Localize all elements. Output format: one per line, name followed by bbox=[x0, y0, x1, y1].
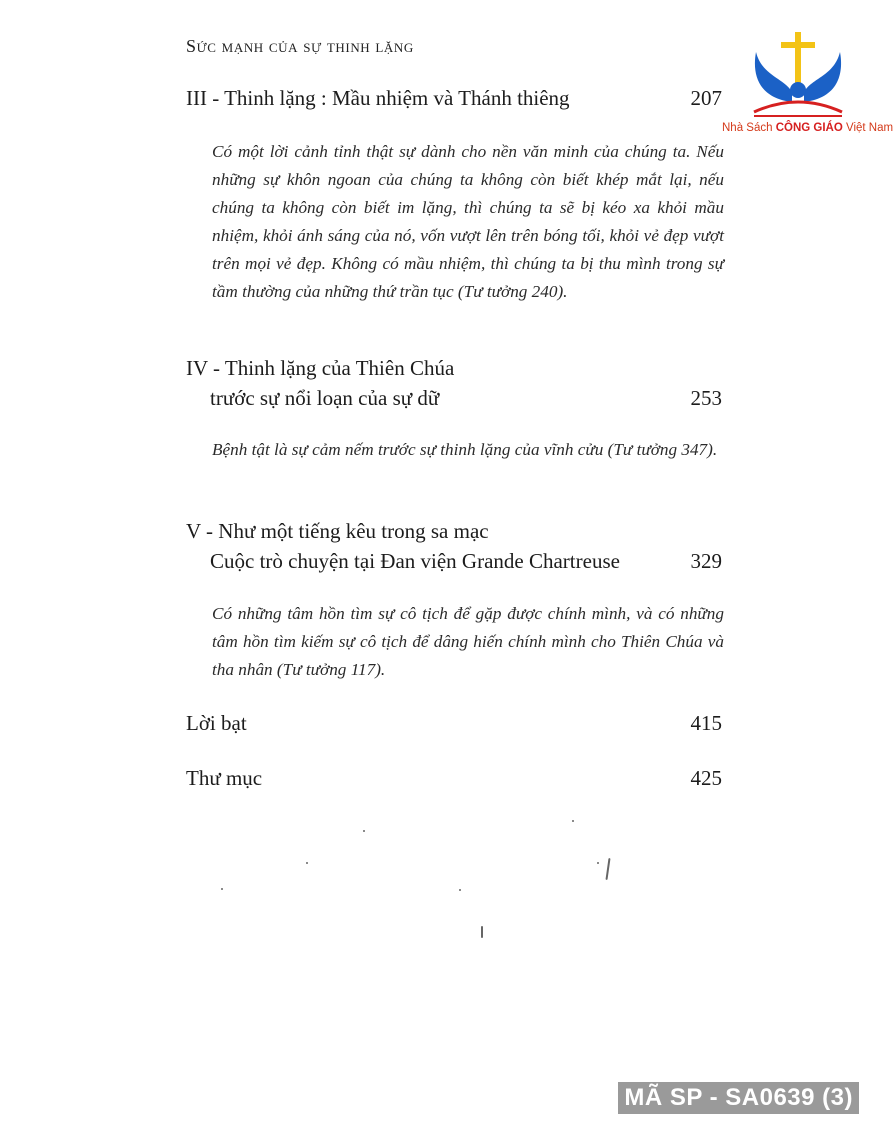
toc-line bbox=[186, 516, 722, 546]
toc-title: V - Như một tiếng kêu trong sa mạc bbox=[186, 519, 489, 543]
scan-speck bbox=[597, 862, 599, 864]
toc-page-number: 425 bbox=[690, 766, 722, 790]
scan-speck bbox=[572, 820, 574, 822]
toc-page-number: 329 bbox=[690, 549, 722, 573]
toc-entry-bibliography bbox=[186, 763, 722, 793]
toc-line bbox=[186, 383, 722, 413]
epigraph-quote: Có một lời cảnh tỉnh thật sự dành cho nền văn minh của chúng ta. Nếu những sự khôn ngoan của chúng ta không còn biết khép mắt lại, nếu chúng ta không còn biết im lặng, thì chúng ta sẽ bị kéo xa khỏi mầu nhiệm, khỏi ánh sáng của nó, vốn vượt lên trên bóng tối, khỏi vẻ đẹp vượt trên mọi vẻ đẹp. Không có mầu nhiệm, thì chúng ta bị thu mình trong sự tầm thường của những thứ trần tục (Tư tưởng 240). bbox=[212, 142, 724, 301]
toc-entry-afterword bbox=[186, 708, 722, 738]
toc-page-number: 415 bbox=[690, 711, 722, 735]
epigraph-quote: Có những tâm hồn tìm sự cô tịch để gặp được chính mình, và có những tâm hồn tìm kiếm sự cô tịch để dâng hiến chính mình cho Thiên Chúa và tha nhân (Tư tưởng 117). bbox=[212, 604, 724, 679]
toc-page-number: 253 bbox=[690, 386, 722, 410]
logo-text: Nhà Sách CÔNG GIÁO Việt Nam bbox=[722, 122, 893, 134]
scan-speck bbox=[306, 862, 308, 864]
toc-line bbox=[186, 83, 722, 113]
scan-speck bbox=[459, 889, 461, 891]
toc-title: Thư mục bbox=[186, 766, 263, 790]
toc-entry-section-4 bbox=[186, 353, 722, 413]
toc-title: III - Thinh lặng : Mầu nhiệm và Thánh thiêng bbox=[186, 86, 570, 110]
scan-speck bbox=[481, 926, 483, 938]
scan-speck bbox=[605, 858, 610, 880]
toc-title: IV - Thinh lặng của Thiên Chúa bbox=[186, 356, 455, 380]
toc-line bbox=[186, 546, 722, 576]
toc-title-continued: Cuộc trò chuyện tại Đan viện Grande Chartreuse bbox=[210, 549, 620, 573]
toc-line bbox=[186, 353, 722, 383]
toc-entry-section-3 bbox=[186, 83, 722, 113]
publisher-logo bbox=[722, 28, 893, 140]
toc-line bbox=[186, 708, 722, 738]
cross-dove-icon bbox=[748, 28, 848, 120]
running-head: Sức mạnh của sự thinh lặng bbox=[186, 36, 414, 56]
toc-entry-section-5 bbox=[186, 516, 722, 576]
toc-page-number: 207 bbox=[690, 86, 722, 110]
toc-title-continued: trước sự nổi loạn của sự dữ bbox=[210, 386, 440, 410]
toc-line bbox=[186, 763, 722, 793]
epigraph-quote: Bệnh tật là sự cảm nếm trước sự thinh lặng của vĩnh cửu (Tư tưởng 347). bbox=[212, 440, 718, 459]
scan-speck bbox=[221, 888, 223, 890]
product-code-stamp: MÃ SP - SA0639 (3) bbox=[618, 1082, 859, 1114]
scan-speck bbox=[363, 830, 365, 832]
toc-title: Lời bạt bbox=[186, 711, 247, 735]
